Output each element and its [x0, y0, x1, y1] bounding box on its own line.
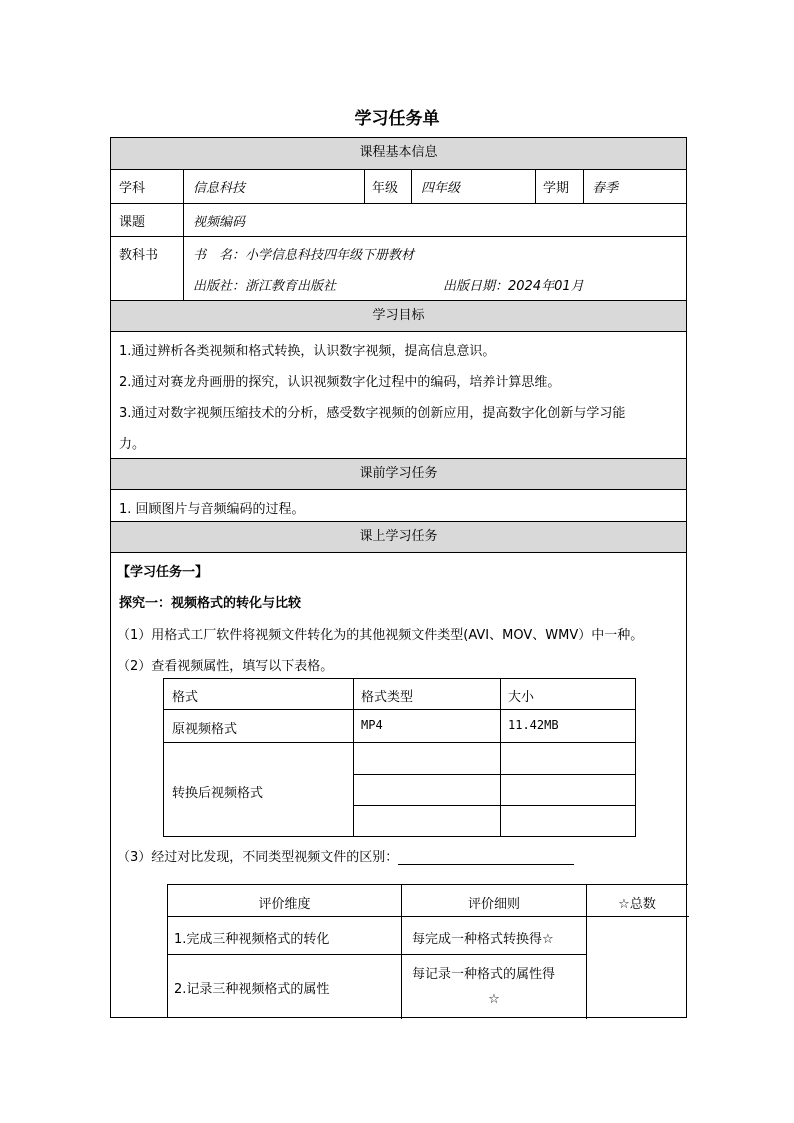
task1-heading: 【学习任务一】 — [117, 565, 209, 580]
task1-step1: （1）用格式工厂软件将视频文件转化为的其他视频文件类型(AVI、MOV、WMV）中一种。 — [117, 628, 644, 643]
original-format-type: MP4 — [361, 718, 383, 732]
subject-label: 学科 — [119, 181, 146, 196]
section-header-basic-info: 课程基本信息 — [111, 138, 686, 170]
term-label: 学期 — [543, 181, 570, 196]
eval-dimension-header: 评价维度 — [258, 897, 311, 912]
task-sheet-table — [110, 137, 687, 1018]
format-type-col-header: 格式类型 — [361, 690, 414, 705]
original-format-label: 原视频格式 — [172, 722, 238, 737]
explore-title: 探究一：视频格式的转化与比较 — [119, 596, 302, 611]
converted-type-cell-3[interactable] — [354, 806, 500, 836]
page-title: 学习任务单 — [354, 109, 440, 129]
term-value: 春季 — [592, 181, 619, 196]
eval-row1-dimension: 1.完成三种视频格式的转化 — [174, 932, 330, 947]
objective-2: 2.通过对赛龙舟画册的探究，认识视频数字化过程中的编码，培养计算思维。 — [119, 375, 561, 390]
eval-row2-dimension: 2.记录三种视频格式的属性 — [174, 982, 330, 997]
evaluation-table — [167, 884, 688, 1018]
grade-value: 四年级 — [421, 181, 461, 196]
objective-3: 3.通过对数字视频压缩技术的分析，感受数字视频的创新应用，提高数字化创新与学习能 — [119, 406, 626, 421]
eval-total-header: ☆总数 — [618, 897, 656, 912]
publication-date: 出版日期：2024年01月 — [443, 279, 584, 294]
answer-blank[interactable] — [398, 852, 574, 865]
format-col-header: 格式 — [172, 690, 199, 705]
eval-row2-criteria: 每记录一种格式的属性得 — [412, 967, 556, 982]
task1-step3 — [117, 846, 574, 865]
publisher: 出版社：浙江教育出版社 — [193, 279, 337, 294]
eval-row2-star: ☆ — [488, 992, 500, 1007]
task1-step3-text: （3）经过对比发现，不同类型视频文件的区别： — [117, 850, 399, 865]
original-format-size: 11.42MB — [508, 718, 559, 732]
objective-1: 1.通过辨析各类视频和格式转换，认识数字视频，提高信息意识。 — [119, 344, 496, 359]
converted-type-cell-1[interactable] — [354, 743, 500, 774]
subject-value: 信息科技 — [193, 181, 246, 196]
converted-type-cell-2[interactable] — [354, 775, 500, 805]
section-header-objectives: 学习目标 — [111, 300, 686, 332]
converted-size-cell-3[interactable] — [501, 806, 635, 836]
task1-step2: （2）查看视频属性，填写以下表格。 — [117, 659, 334, 674]
topic-label: 课题 — [119, 215, 146, 230]
converted-size-cell-2[interactable] — [501, 775, 635, 805]
grade-label: 年级 — [372, 181, 399, 196]
section-header-pre-class: 课前学习任务 — [111, 458, 686, 490]
format-table — [163, 678, 636, 837]
book-name: 书 名：小学信息科技四年级下册教材 — [193, 248, 415, 263]
size-col-header: 大小 — [508, 690, 535, 705]
textbook-label: 教科书 — [119, 248, 159, 263]
eval-criteria-header: 评价细则 — [467, 897, 520, 912]
converted-format-label: 转换后视频格式 — [172, 786, 264, 801]
topic-value: 视频编码 — [193, 215, 246, 230]
section-header-in-class: 课上学习任务 — [111, 521, 686, 553]
eval-row1-criteria: 每完成一种格式转换得☆ — [412, 932, 554, 947]
converted-size-cell-1[interactable] — [501, 743, 635, 774]
objective-3-cont: 力。 — [119, 437, 146, 452]
pre-class-task: 1. 回顾图片与音频编码的过程。 — [119, 502, 305, 517]
